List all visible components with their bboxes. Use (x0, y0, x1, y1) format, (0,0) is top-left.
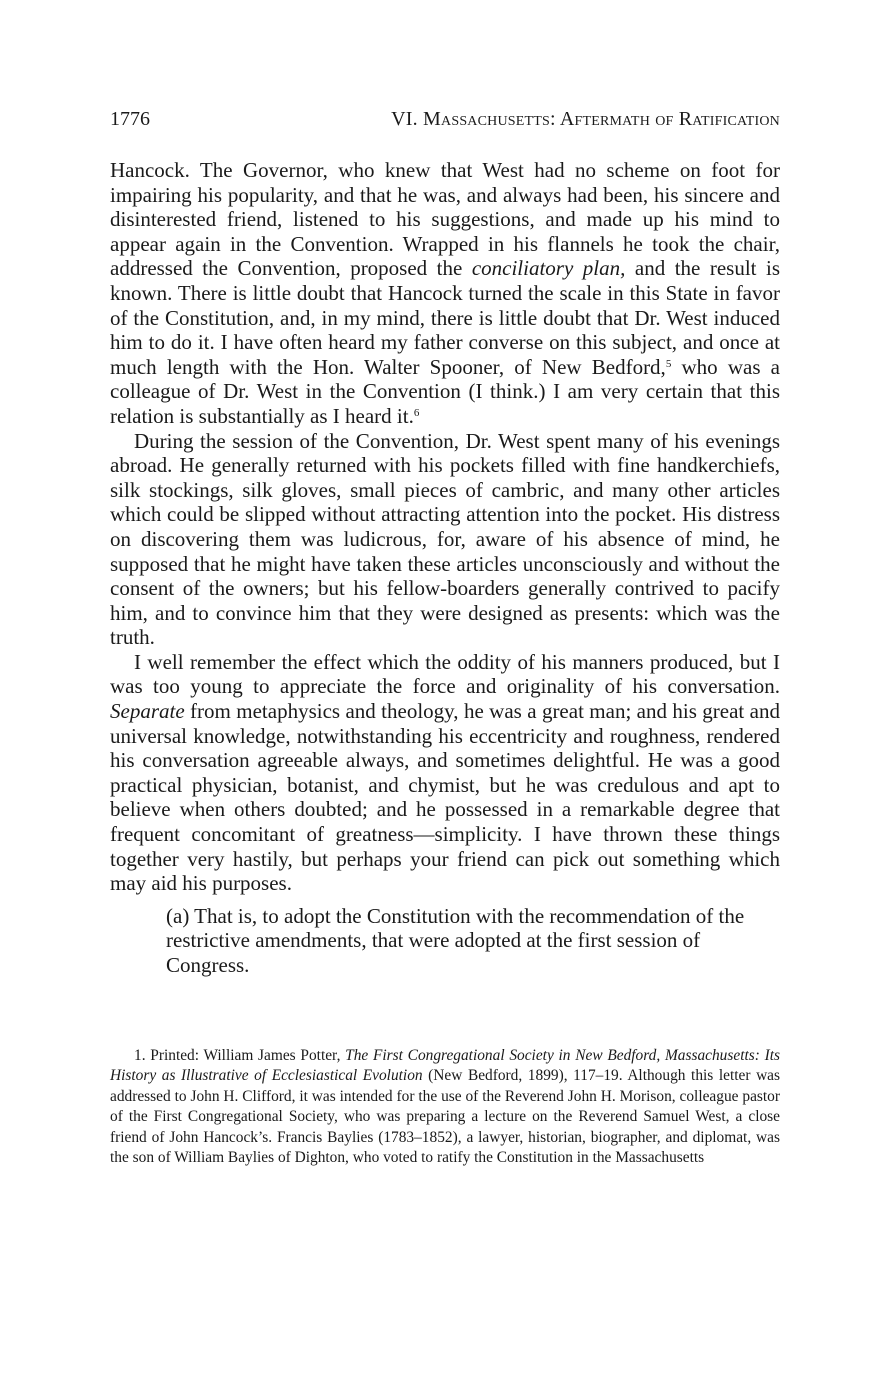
footnotes (110, 1046, 780, 1168)
page-number: 1776 (110, 108, 150, 130)
running-head: VI. Massachusetts: Aftermath of Ratification (391, 108, 780, 130)
paragraph-1-text-a: Hancock. The Governor, who knew that West had no scheme on foot for impairing his popularity, and that he was, and always had been, his sincere and disinterested friend, listened to his suggestions, and made up his mind to appear again in the Convention. Wrapped in his flannels he took the chair, addressed the Convention, proposed the (110, 158, 780, 281)
footnote-ref-5: 5 (665, 357, 672, 370)
annotation-a: (a) That is, to adopt the Constitution with the recommendation of the restrictive amendments, that were adopted at the first session of Congress. (166, 903, 745, 977)
paragraph-3-text-a: I well remember the effect which the oddity of his manners produced, but I was too young to appreciate the force and originality of his conversation. (110, 649, 780, 699)
paragraph-1-text-c: who was a colleague of Dr. West in the Convention (I think.) I am very certain that this relation is substantially as I heard it. (110, 354, 780, 428)
main-text (110, 158, 780, 978)
paragraph-2: During the session of the Convention, Dr. West spent many of his evenings abroad. He generally returned with his pockets filled with fine handkerchiefs, silk stockings, silk gloves, small pieces of cambric, and many other articles which could be slipped without attracting attention into the pocket. His distress on discovering them was ludicrous, for, aware of his absence of mind, he supposed that he might have taken these articles unconsciously and without the consent of the owners; but his fellow-boarders generally contrived to pacify him, and to convince him that they were designed as presents: which was the truth. (110, 428, 780, 650)
paragraph-3 (110, 650, 780, 896)
paragraph-3-text-b: from metaphysics and theology, he was a great man; and his great and universal knowledge, notwithstanding his eccentricity and roughness, rendered his conversation agreeable always, and sometimes delightful. He was a good practical physician, botanist, and chymist, but he was credulous and apt to believe when others doubted; and he possessed in a remarkable degree that frequent concomitant of greatness—simplicity. I have thrown these things together very hastily, but perhaps your friend can pick out something which may aid his purposes. (110, 699, 780, 896)
paragraph-3-italic: Separate (110, 699, 185, 724)
paragraph-1 (110, 158, 780, 429)
footnote-1-title: The First Congregational Society in New Bedford, Massachusetts: Its History as Illustrative of Ecclesiastical Evolution (110, 1047, 780, 1085)
footnote-ref-6: 6 (413, 406, 420, 419)
page-header (110, 108, 780, 138)
footnote-1-text-b: (New Bedford, 1899), 117–19. Although this letter was addressed to John H. Clifford, it was intended for the use of the Reverend John H. Morison, colleague pastor of the First Congregational Society, who was preparing a lecture on the Reverend Samuel West, a close friend of John Hancock’s. Francis Baylies (1783–1852), a lawyer, historian, biographer, and diplomat, was the son of William Baylies of Dighton, who voted to ratify the Constitution in the Massachusetts (110, 1067, 780, 1167)
paragraph-1-text-b: and the result is known. There is little doubt that Hancock turned the scale in this State in favor of the Constitution, and, in my mind, there is little doubt that Dr. West induced him to do it. I have often heard my father converse on this subject, and once at much length with the Hon. Walter Spooner, of New Bedford, (110, 256, 781, 379)
footnote-1 (110, 1046, 780, 1168)
footnote-1-text-a: 1. Printed: William James Potter, (134, 1047, 346, 1064)
paragraph-1-italic: conciliatory plan, (471, 256, 626, 281)
